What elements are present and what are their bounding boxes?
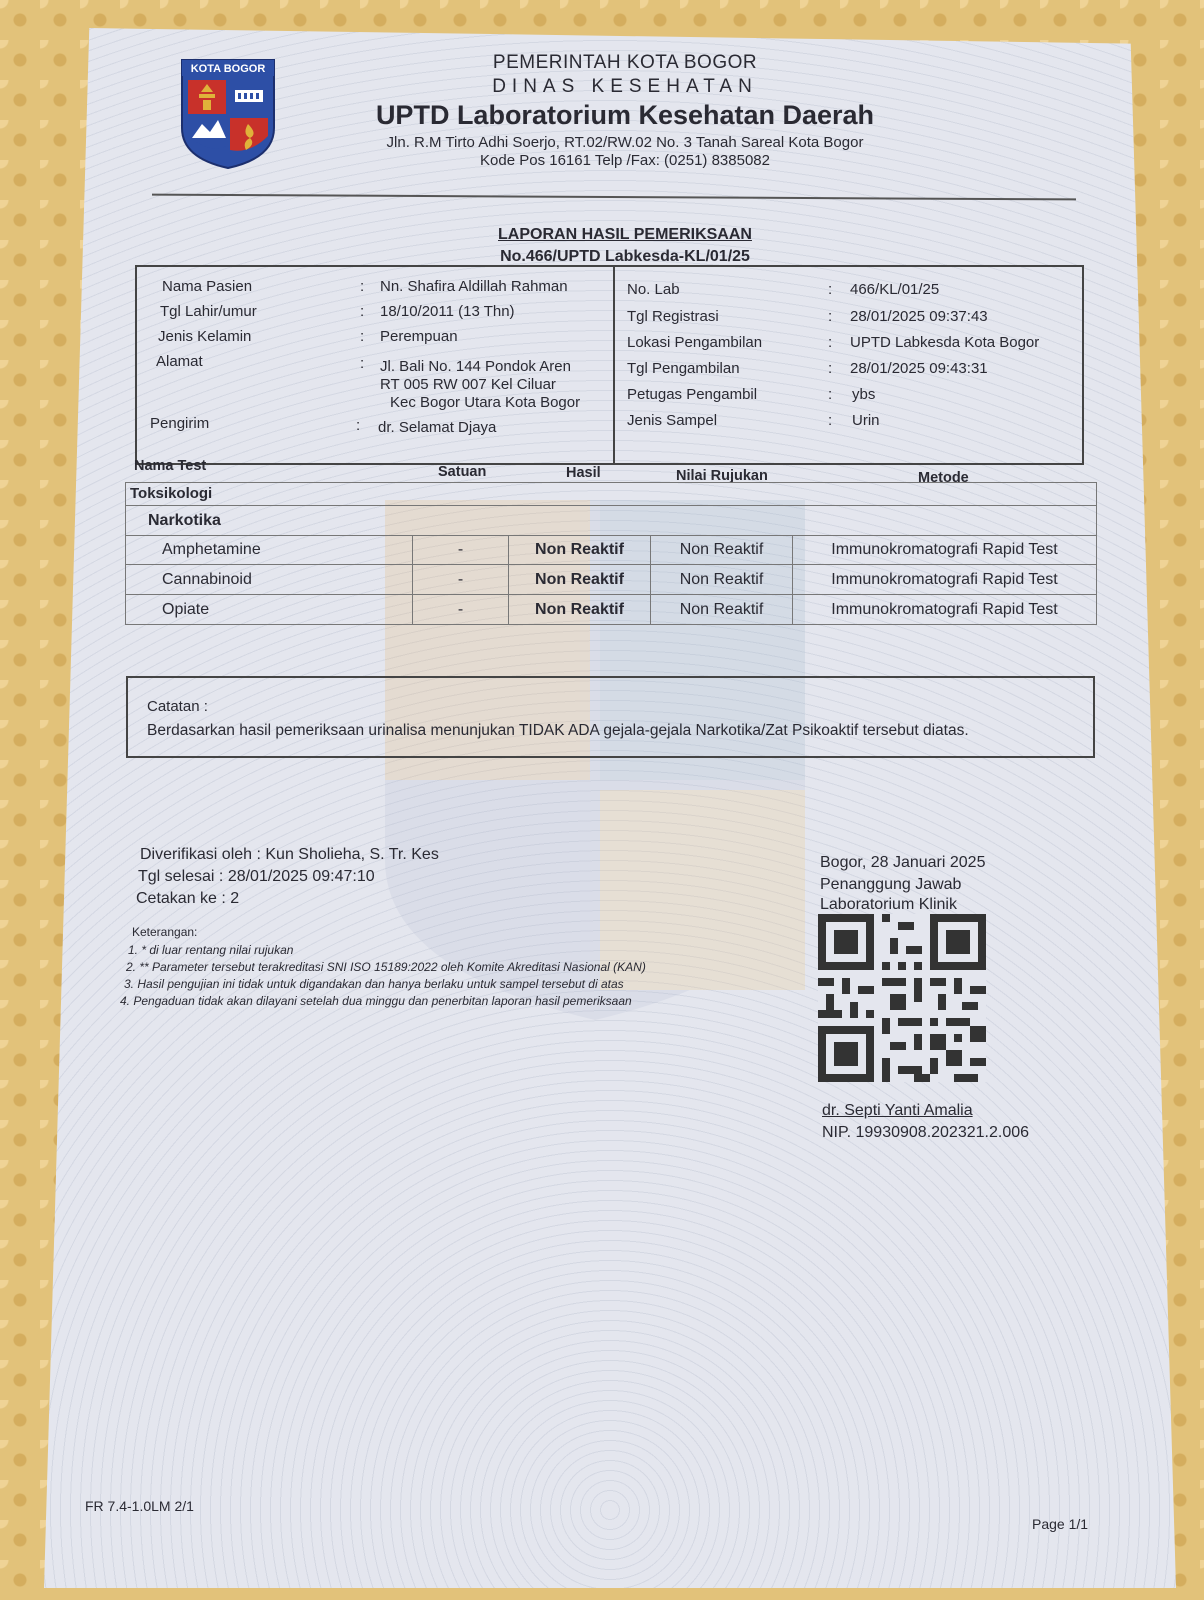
label-birthdate: Tgl Lahir/umur [160,303,257,320]
signature-role: Penanggung Jawab [820,876,962,893]
colon: : [828,412,833,429]
label-collector: Petugas Pengambil [627,386,758,403]
cell-method: Immunokromatografi Rapid Test [792,565,1096,594]
col-header-result: Hasil [566,465,601,481]
print-count: Cetakan ke : 2 [136,890,240,907]
colon: : [360,278,365,295]
note-text: Berdasarkan hasil pemeriksaan urinalisa menunjukan TIDAK ADA gejala-gejala Narkotika/Zat Psikoaktif tersebut diatas. [147,722,969,739]
table-row [125,535,1097,565]
page-number: Page 1/1 [1032,1516,1089,1532]
remark-item: 4. Pengaduan tidak akan dilayani setelah dua minggu dan penerbitan laporan hasil pemeriksaan [120,994,632,1008]
header-lab-name: UPTD Laboratorium Kesehatan Daerah [375,100,875,130]
signatory-nip: NIP. 19930908.202321.2.006 [822,1124,1030,1141]
note-box [126,676,1095,758]
cell-unit: - [412,595,508,624]
cell-method: Immunokromatografi Rapid Test [792,535,1096,564]
colon: : [828,386,833,403]
cell-result: Non Reaktif [508,565,650,594]
cell-result: Non Reaktif [508,595,650,624]
cell-reference: Non Reaktif [650,535,792,564]
cell-unit: - [412,535,508,564]
header-address: Jln. R.M Tirto Adhi Soerjo, RT.02/RW.02 No. 3 Tanah Sareal Kota Bogor [386,134,864,151]
cell-reference: Non Reaktif [650,595,792,624]
value-lab-number: 466/KL/01/25 [850,281,940,298]
label-gender: Jenis Kelamin [158,328,252,345]
info-divider [613,267,615,463]
colon: : [360,355,365,372]
remark-item: 2. ** Parameter tersebut terakreditasi SNI ISO 15189:2022 oleh Komite Akreditasi Nasional (KAN) [126,960,646,974]
value-sender: dr. Selamat Djaya [378,419,497,436]
signatory-name: dr. Septi Yanti Amalia [822,1102,973,1119]
report-number: No.466/UPTD Labkesda-KL/01/25 [500,248,750,265]
remarks-title: Keterangan: [132,925,198,939]
signature-place-date: Bogor, 28 Januari 2025 [820,854,986,871]
label-sender: Pengirim [150,415,210,432]
cell-test: Amphetamine [162,541,261,558]
label-lab-number: No. Lab [627,281,680,298]
subsection-narcotics: Narkotika [125,505,1097,536]
col-header-method: Metode [918,470,969,486]
col-header-test: Nama Test [134,458,207,474]
note-label: Catatan : [147,698,208,715]
cell-test: Opiate [162,601,210,618]
header-government: PEMERINTAH KOTA BOGOR [492,52,758,73]
colon: : [828,360,833,377]
colon: : [828,334,833,351]
table-row [125,565,1097,595]
label-registration-date: Tgl Registrasi [627,308,719,325]
value-patient-name: Nn. Shafira Aldillah Rahman [380,278,568,295]
label-patient-name: Nama Pasien [162,278,253,295]
value-gender: Perempuan [380,328,458,345]
label-sample-type: Jenis Sampel [627,412,718,429]
svg-text:KOTA BOGOR: KOTA BOGOR [190,63,266,75]
remark-item: 1. * di luar rentang nilai rujukan [128,943,294,957]
value-sample-type: Urin [852,412,880,429]
header-department: DINAS KESEHATAN [492,76,758,97]
remark-item: 3. Hasil pengujian ini tidak untuk digandakan dan hanya berlaku untuk sampel tersebut di atas [124,977,624,991]
value-registration-date: 28/01/2025 09:37:43 [850,308,988,325]
finished-date: Tgl selesai : 28/01/2025 09:47:10 [138,868,375,885]
verification-qr-code [818,914,986,1082]
col-header-reference: Nilai Rujukan [676,468,768,484]
colon: : [828,308,833,325]
report-title: LAPORAN HASIL PEMERIKSAAN [498,226,752,243]
colon: : [360,328,365,345]
cell-unit: - [412,565,508,594]
value-address-line3: Kec Bogor Utara Kota Bogor [390,394,581,411]
value-collection-date: 28/01/2025 09:43:31 [850,360,988,377]
table-row [125,595,1097,625]
value-collector: ybs [852,386,876,403]
colon: : [356,417,361,434]
value-collection-location: UPTD Labkesda Kota Bogor [850,334,1040,351]
cell-method: Immunokromatografi Rapid Test [792,595,1096,624]
cell-result: Non Reaktif [508,535,650,564]
colon: : [360,303,365,320]
signature-department: Laboratorium Klinik [820,896,957,913]
label-collection-location: Lokasi Pengambilan [627,334,763,351]
verified-by: Diverifikasi oleh : Kun Sholieha, S. Tr. Kes [140,846,439,863]
form-code: FR 7.4-1.0LM 2/1 [85,1498,194,1514]
section-toxicology: Toksikologi [125,482,1097,506]
label-address: Alamat [156,353,203,370]
value-address-line2: RT 005 RW 007 Kel Ciluar [380,376,556,393]
value-birthdate: 18/10/2011 (13 Thn) [380,303,515,320]
value-address-line1: Jl. Bali No. 144 Pondok Aren [380,358,571,375]
col-header-unit: Satuan [438,464,487,480]
header-contact: Kode Pos 16161 Telp /Fax: (0251) 8385082 [480,152,770,169]
cell-test: Cannabinoid [162,571,252,588]
colon: : [828,281,833,298]
cell-reference: Non Reaktif [650,565,792,594]
kota-bogor-crest-logo [180,58,276,170]
label-collection-date: Tgl Pengambilan [627,360,740,377]
